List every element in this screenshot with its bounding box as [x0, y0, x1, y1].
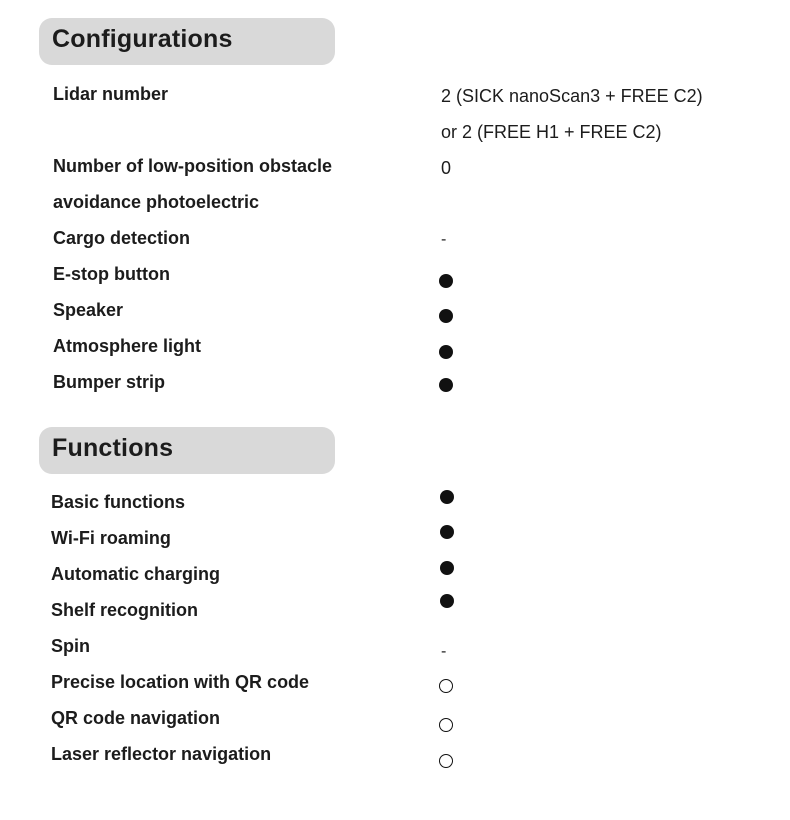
- low-obstacle-label-line-2: avoidance photoelectric: [53, 192, 260, 212]
- lidar-value-line-2: or 2 (FREE H1 + FREE C2): [441, 122, 662, 142]
- qr-location-label: Precise location with QR code: [51, 672, 310, 692]
- bumper-strip-filled-circle-icon: [439, 378, 453, 392]
- estop-label: E-stop button: [53, 264, 170, 284]
- automatic-charging-label: Automatic charging: [51, 564, 221, 584]
- functions-header: [39, 427, 335, 474]
- lidar-label: Lidar number: [53, 84, 169, 104]
- shelf-recognition-filled-circle-icon: [440, 594, 454, 608]
- cargo-detection-label: Cargo detection: [53, 228, 191, 248]
- laser-reflector-open-circle-icon: [439, 754, 453, 768]
- basic-functions-label: Basic functions: [51, 492, 186, 512]
- laser-reflector-label: Laser reflector navigation: [51, 744, 272, 764]
- shelf-recognition-label: Shelf recognition: [51, 600, 199, 620]
- atmosphere-light-filled-circle-icon: [439, 345, 453, 359]
- functions-title: Functions: [52, 434, 174, 462]
- spin-label: Spin: [51, 636, 90, 656]
- wifi-roaming-label: Wi-Fi roaming: [51, 528, 171, 548]
- speaker-label: Speaker: [53, 300, 124, 320]
- configurations-header: [39, 18, 335, 65]
- qr-navigation-label: QR code navigation: [51, 708, 221, 728]
- qr-navigation-open-circle-icon: [439, 718, 453, 732]
- estop-filled-circle-icon: [439, 274, 453, 288]
- basic-functions-filled-circle-icon: [440, 490, 454, 504]
- speaker-filled-circle-icon: [439, 309, 453, 323]
- bumper-strip-label: Bumper strip: [53, 372, 166, 392]
- spin-value: -: [441, 643, 447, 660]
- low-obstacle-value: 0: [441, 158, 452, 178]
- wifi-roaming-filled-circle-icon: [440, 525, 454, 539]
- configurations-title: Configurations: [52, 25, 233, 53]
- automatic-charging-filled-circle-icon: [440, 561, 454, 575]
- low-obstacle-label-line-1: Number of low-position obstacle: [53, 156, 333, 176]
- lidar-value-line-1: 2 (SICK nanoScan3 + FREE C2): [441, 86, 703, 106]
- qr-location-open-circle-icon: [439, 679, 453, 693]
- cargo-detection-value: -: [441, 231, 447, 248]
- atmosphere-light-label: Atmosphere light: [53, 336, 202, 356]
